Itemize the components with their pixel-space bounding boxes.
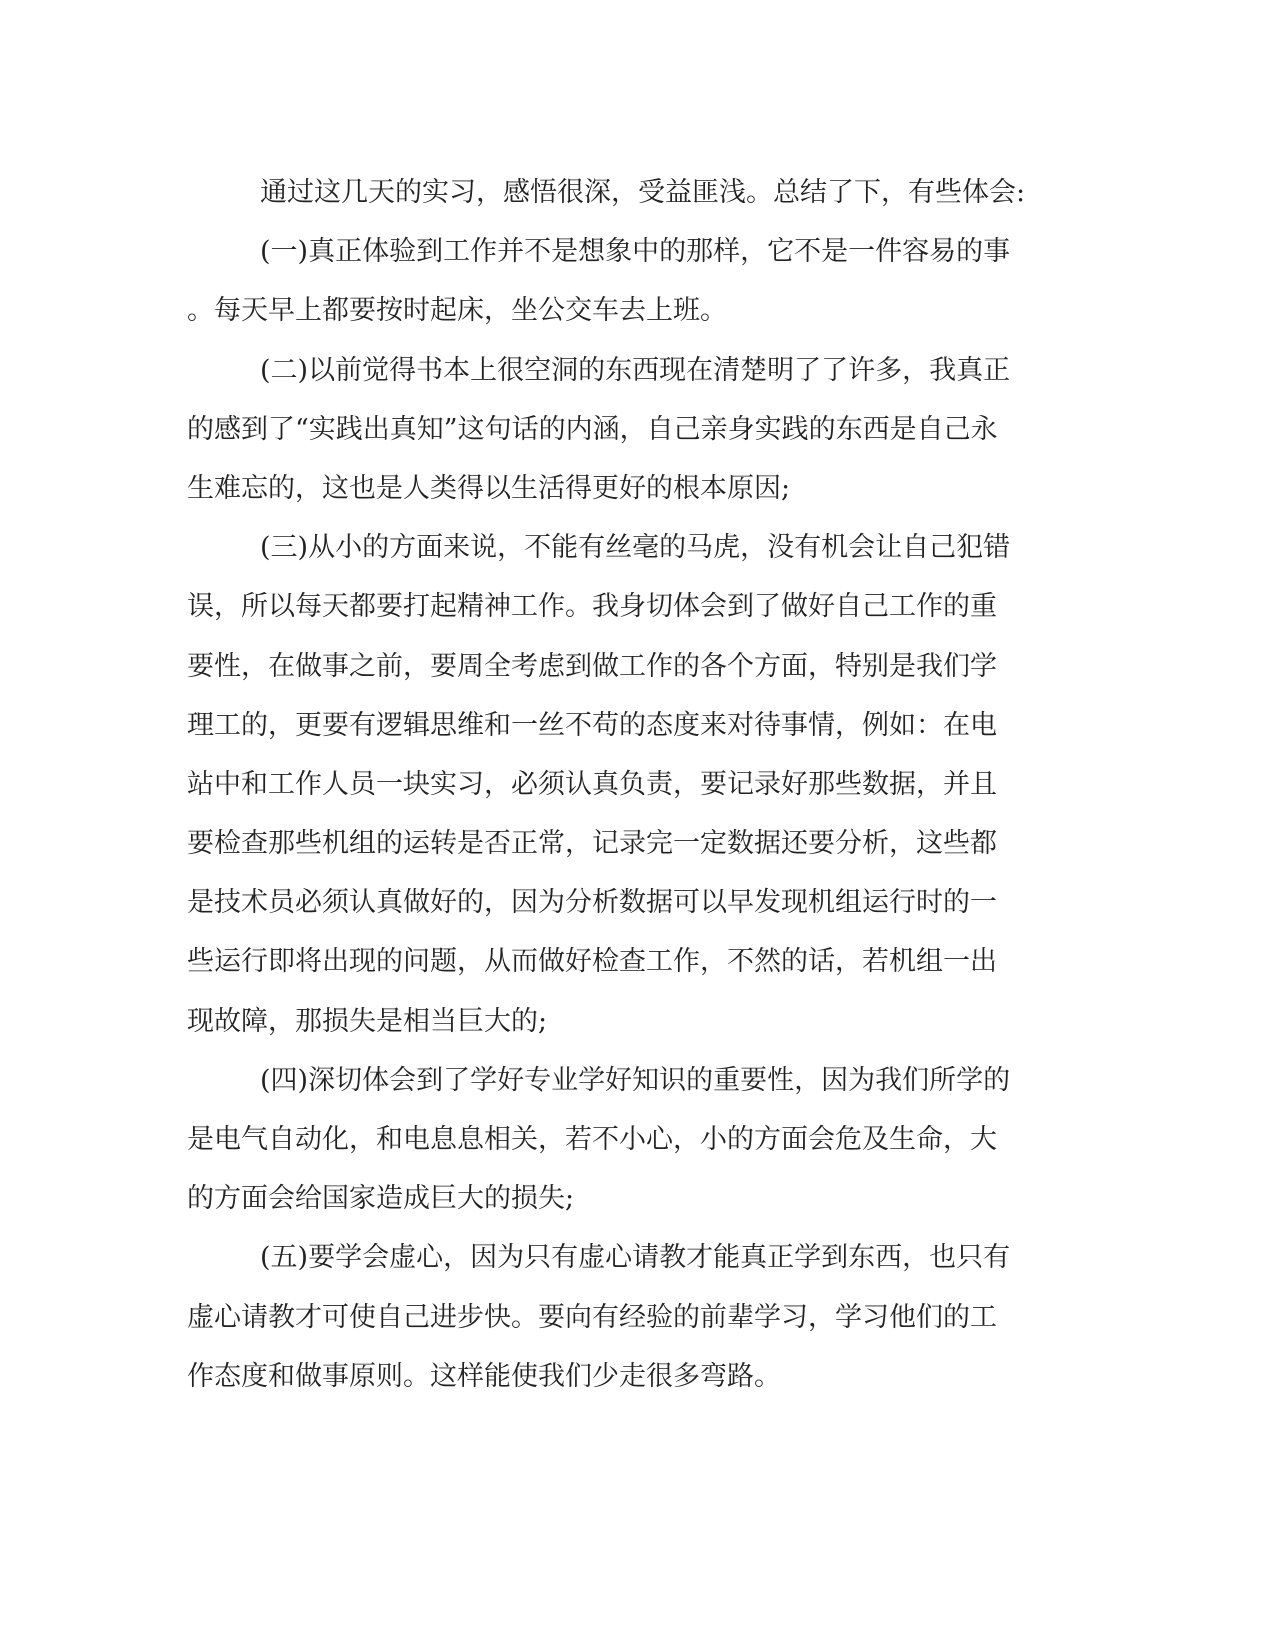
text-line: (四)深切体会到了学好专业学好知识的重要性，因为我们所学的 bbox=[260, 1064, 1011, 1096]
text-line: 是技术员必须认真做好的，因为分析数据可以早发现机组运行时的一 bbox=[187, 887, 997, 919]
text-line: 些运行即将出现的问题，从而做好检查工作，不然的话，若机组一出 bbox=[187, 946, 997, 978]
text-line: 要性，在做事之前，要周全考虑到做工作的各个方面，特别是我们学 bbox=[187, 650, 997, 682]
text-line: 虚心请教才可使自己进步快。要向有经验的前辈学习，学习他们的工 bbox=[187, 1301, 997, 1333]
text-line: 生难忘的，这也是人类得以生活得更好的根本原因; bbox=[187, 472, 791, 504]
text-line: 的感到了“实践出真知”这句话的内涵，自己亲身实践的东西是自己永 bbox=[187, 413, 998, 445]
text-line: 的方面会给国家造成巨大的损失; bbox=[187, 1183, 575, 1215]
text-line: 站中和工作人员一块实习，必须认真负责，要记录好那些数据，并且 bbox=[187, 768, 997, 800]
text-line: (五)要学会虚心，因为只有虚心请教才能真正学到东西，也只有 bbox=[260, 1242, 1011, 1274]
text-line: 现故障，那损失是相当巨大的; bbox=[187, 1005, 548, 1037]
text-line: 是电气自动化，和电息息相关，若不小心，小的方面会危及生命，大 bbox=[187, 1124, 997, 1155]
text-line: 误，所以每天都要打起精神工作。我身切体会到了做好自己工作的重 bbox=[187, 591, 997, 623]
text-line: 。每天早上都要按时起床，坐公交车去上班。 bbox=[187, 295, 727, 327]
text-line: 通过这几天的实习，感悟很深，受益匪浅。总结了下，有些体会: bbox=[260, 177, 1026, 208]
document-body bbox=[187, 163, 1067, 1406]
text-line: (三)从小的方面来说，不能有丝毫的马虎，没有机会让自己犯错 bbox=[260, 532, 1011, 564]
text-line: (一)真正体验到工作并不是想象中的那样，它不是一件容易的事 bbox=[260, 236, 1011, 268]
text-line: 理工的，更要有逻辑思维和一丝不苟的态度来对待事情，例如：在电 bbox=[187, 709, 997, 741]
text-line: 作态度和做事原则。这样能使我们少走很多弯路。 bbox=[187, 1360, 781, 1392]
text-line: (二)以前觉得书本上很空洞的东西现在清楚明了了许多，我真正 bbox=[260, 354, 1011, 386]
text-line: 要检查那些机组的运转是否正常，记录完一定数据还要分析，这些都 bbox=[187, 828, 997, 860]
